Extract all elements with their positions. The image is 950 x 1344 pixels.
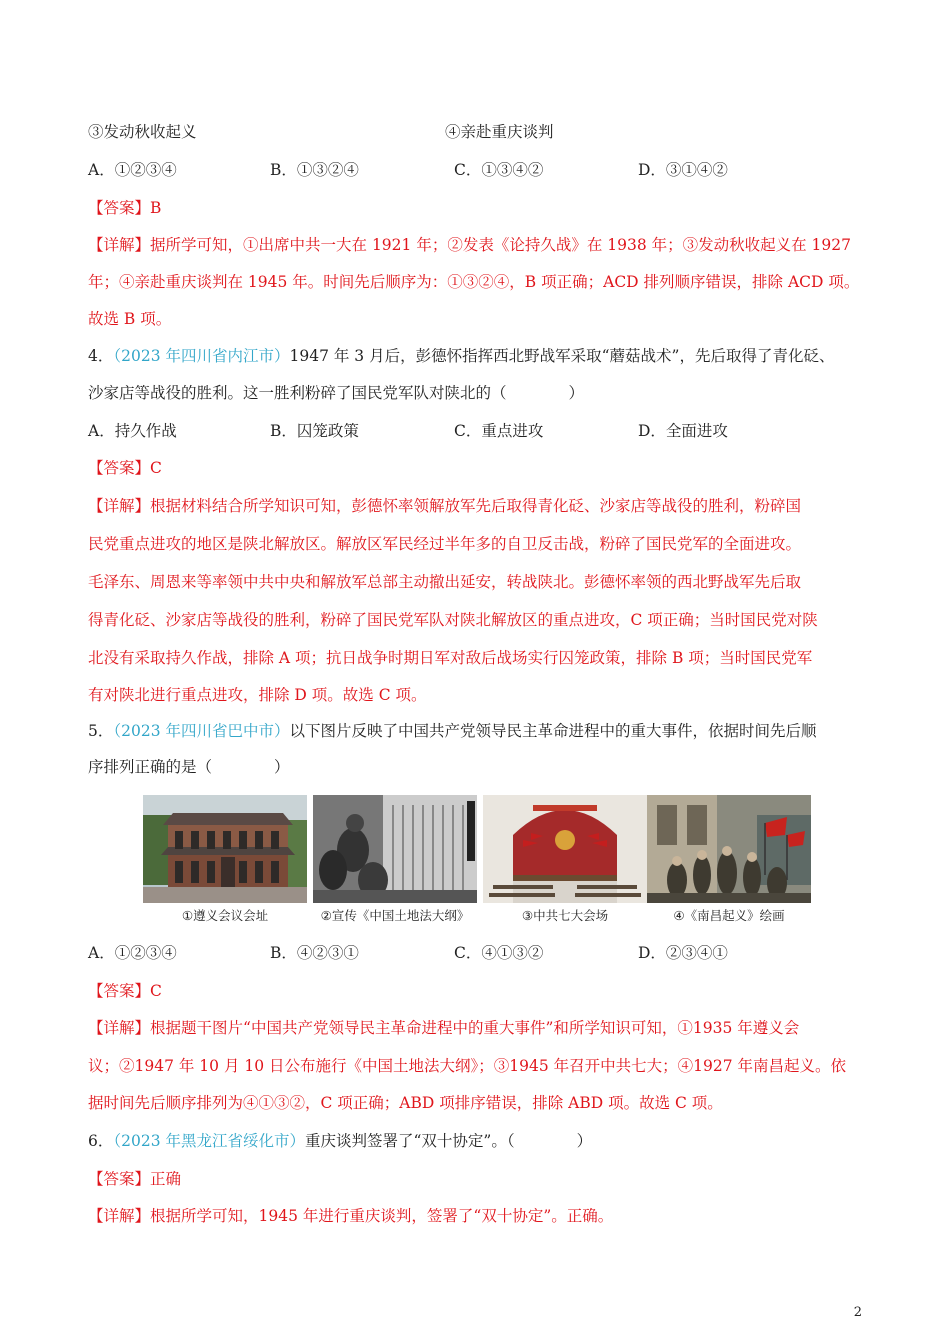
detail-text: 根据所学可知，1945 年进行重庆谈判，签署了“双十协定”。正确。	[150, 1207, 614, 1225]
q6-stem	[88, 1130, 592, 1152]
q5-option-d: D．②③④①	[638, 944, 728, 962]
q4-detail-line-6: 有对陕北进行重点进攻，排除 D 项。故选 C 项。	[88, 686, 427, 704]
q4-option-b: B．囚笼政策	[270, 422, 359, 440]
item-3: ③发动秋收起义	[88, 123, 197, 141]
q3-option-b: B．①③②④	[270, 161, 359, 179]
answer-value: 正确	[150, 1170, 182, 1188]
q4-answer	[88, 457, 162, 479]
stem-text: 重庆谈判签署了“双十协定”。（ ）	[305, 1132, 593, 1150]
q3-answer	[88, 197, 161, 219]
detail-label: 【详解】	[88, 497, 151, 515]
page-number: 2	[853, 1305, 862, 1320]
q5-stem-line-1	[88, 720, 817, 742]
q5-stem-line-2: 序排列正确的是（ ）	[88, 758, 290, 776]
q4-detail-line-4: 得青化砭、沙家店等战役的胜利，粉碎了国民党军队对陕北解放区的重点进攻，C 项正确；当时国民党对陕	[88, 611, 818, 629]
q4-option-c: C．重点进攻	[454, 422, 544, 440]
answer-label: 【答案】	[88, 459, 151, 477]
q4-option-d: D．全面进攻	[638, 422, 728, 440]
caption-2: ②宣传《中国土地法大纲》	[320, 908, 470, 923]
q3-detail-line-1	[88, 234, 851, 256]
q3-option-d: D．③①④②	[638, 161, 728, 179]
q4-option-a: A．持久作战	[88, 422, 177, 440]
answer-value: B	[150, 199, 162, 217]
q4-stem-line-1	[88, 345, 834, 367]
question-source: （2023 年四川省巴中市）	[113, 722, 290, 740]
detail-label: 【详解】	[88, 236, 151, 254]
q5-answer	[88, 980, 162, 1002]
question-source: （2023 年四川省内江市）	[113, 347, 290, 365]
caption-4: ④《南昌起义》绘画	[673, 908, 785, 923]
detail-label: 【详解】	[88, 1019, 151, 1037]
answer-label: 【答案】	[88, 982, 151, 1000]
q4-detail-line-2: 民党重点进攻的地区是陕北解放区。解放区军民经过半年多的自卫反击战，粉碎了国民党军的全面进攻。	[88, 535, 802, 553]
nanchang-painting	[647, 795, 811, 903]
q5-option-a: A．①②③④	[88, 944, 177, 962]
answer-value: C	[150, 459, 162, 477]
q3-option-a: A．①②③④	[88, 161, 177, 179]
zunyi-site-photo	[143, 795, 307, 903]
q3-option-c: C．①③④②	[454, 161, 544, 179]
q5-detail-line-3: 据时间先后顺序排列为④①③②，C 项正确；ABD 项排序错误，排除 ABD 项。故选 C 项。	[88, 1094, 723, 1112]
answer-label: 【答案】	[88, 1170, 151, 1188]
detail-text: 根据材料结合所学知识可知，彭德怀率领解放军先后取得青化砭、沙家店等战役的胜利，粉碎国	[150, 497, 802, 515]
caption-3: ③中共七大会场	[521, 908, 609, 923]
q5-option-b: B．④②③①	[270, 944, 359, 962]
answer-label: 【答案】	[88, 199, 151, 217]
caption-1: ①遵义会议会址	[181, 908, 269, 923]
detail-text: 根据题干图片“中国共产党领导民主革命进程中的重大事件”和所学知识可知，①1935 年遵义会	[150, 1019, 800, 1037]
q6-detail	[88, 1205, 613, 1227]
stem-text: 1947 年 3 月后，彭德怀指挥西北野战军采取“蘑菇战术”，先后取得了青化砭、	[289, 347, 835, 365]
q4-stem-line-2: 沙家店等战役的胜利。这一胜利粉碎了国民党军队对陕北的（ ）	[88, 384, 585, 402]
q5-figure	[143, 795, 805, 927]
q6-answer	[88, 1168, 181, 1190]
detail-text: 据所学可知，①出席中共一大在 1921 年；②发表《论持久战》在 1938 年；③发动秋收起义在 1927	[150, 236, 851, 254]
stem-text: 以下图片反映了中国共产党领导民主革命进程中的重大事件，依据时间先后顺	[289, 722, 817, 740]
item-4: ④亲赴重庆谈判	[445, 123, 554, 141]
q5-detail-line-1	[88, 1017, 799, 1039]
answer-value: C	[150, 982, 162, 1000]
seventh-congress-photo	[483, 795, 647, 903]
q5-detail-line-2: 议；②1947 年 10 月 10 日公布施行《中国土地法大纲》；③1945 年召开中共七大；④1927 年南昌起义。依	[88, 1057, 847, 1075]
q4-detail-line-3: 毛泽东、周恩来等率领中共中央和解放军总部主动撤出延安，转战陕北。彭德怀率领的西北野战军先后取	[88, 573, 802, 591]
q5-option-c: C．④①③②	[454, 944, 544, 962]
question-number: 5．	[88, 722, 114, 740]
detail-label: 【详解】	[88, 1207, 151, 1225]
question-source: （2023 年黑龙江省绥化市）	[113, 1132, 305, 1150]
question-number: 6．	[88, 1132, 114, 1150]
q4-detail-line-5: 北没有采取持久作战，排除 A 项；抗日战争时期日军对敌后战场实行囚笼政策，排除 B 项；当时国民党军	[88, 649, 813, 667]
q3-detail-line-3: 故选 B 项。	[88, 310, 172, 328]
land-law-photo	[313, 795, 477, 903]
question-number: 4．	[88, 347, 114, 365]
q3-detail-line-2: 年；④亲赴重庆谈判在 1945 年。时间先后顺序为：①③②④，B 项正确；ACD 排列顺序错误，排除 ACD 项。	[88, 273, 860, 291]
q4-detail-line-1	[88, 495, 801, 517]
